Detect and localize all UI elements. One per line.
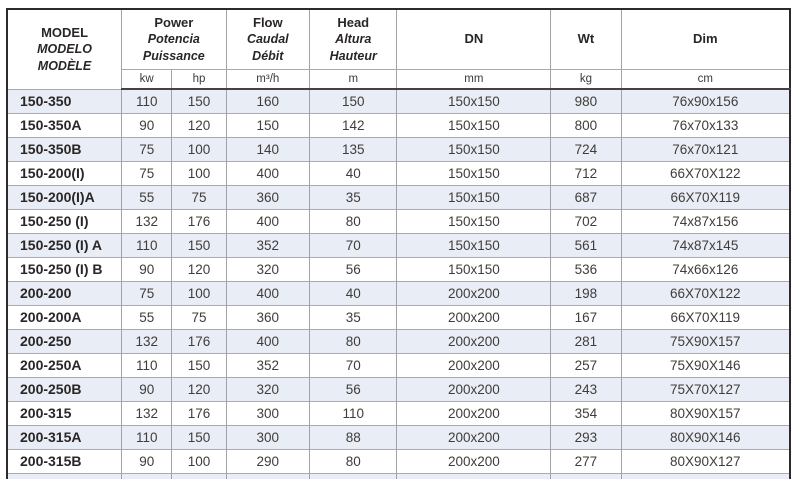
flow-cell: 300 [226, 401, 309, 425]
empty-cell [122, 473, 172, 479]
kw-cell: 90 [122, 449, 172, 473]
dn-cell: 150x150 [397, 161, 551, 185]
hp-cell: 176 [172, 209, 226, 233]
col-header-dn [397, 9, 551, 69]
col-header-flow [226, 9, 309, 69]
table-row [7, 353, 790, 377]
head-cell: 35 [310, 305, 397, 329]
dn-cell: 150x150 [397, 137, 551, 161]
dn-cell: 150x150 [397, 233, 551, 257]
dim-cell: 66X70X122 [621, 161, 790, 185]
head-cell: 56 [310, 257, 397, 281]
kw-cell: 110 [122, 233, 172, 257]
empty-cell [621, 473, 790, 479]
head-cell: 80 [310, 209, 397, 233]
table-row [7, 425, 790, 449]
empty-cell [397, 473, 551, 479]
hp-cell: 150 [172, 89, 226, 113]
head-cell: 135 [310, 137, 397, 161]
flow-cell: 300 [226, 425, 309, 449]
hp-cell: 120 [172, 113, 226, 137]
head-cell: 150 [310, 89, 397, 113]
dn-cell: 150x150 [397, 257, 551, 281]
model-cell: 200-200 [7, 281, 122, 305]
flow-cell: 140 [226, 137, 309, 161]
head-cell: 88 [310, 425, 397, 449]
col-header-wt [551, 9, 621, 69]
unit-head: m [310, 69, 397, 89]
wt-cell: 536 [551, 257, 621, 281]
head-cell: 40 [310, 281, 397, 305]
model-cell: 200-315B [7, 449, 122, 473]
kw-cell: 132 [122, 209, 172, 233]
table-row [7, 305, 790, 329]
hp-cell: 100 [172, 161, 226, 185]
flow-cell: 400 [226, 161, 309, 185]
dn-cell: 200x200 [397, 281, 551, 305]
empty-cell [551, 473, 621, 479]
power-header-fr: Puissance [142, 48, 205, 63]
model-cell: 150-200(I) [7, 161, 122, 185]
hp-cell: 75 [172, 305, 226, 329]
table-row [7, 377, 790, 401]
kw-cell: 75 [122, 281, 172, 305]
head-cell: 56 [310, 377, 397, 401]
hp-cell: 150 [172, 233, 226, 257]
table-row [7, 137, 790, 161]
head-cell: 80 [310, 329, 397, 353]
head-header-fr: Hauteur [329, 48, 377, 63]
kw-cell: 55 [122, 185, 172, 209]
table-row [7, 449, 790, 473]
wt-cell: 198 [551, 281, 621, 305]
flow-cell: 352 [226, 233, 309, 257]
head-cell: 80 [310, 449, 397, 473]
dim-cell: 76x90x156 [621, 89, 790, 113]
model-cell: 200-200A [7, 305, 122, 329]
empty-cell [310, 473, 397, 479]
dim-cell: 75X70X127 [621, 377, 790, 401]
hp-cell: 100 [172, 137, 226, 161]
wt-cell: 702 [551, 209, 621, 233]
hp-cell: 176 [172, 329, 226, 353]
dn-cell: 200x200 [397, 377, 551, 401]
head-cell: 70 [310, 233, 397, 257]
table-row [7, 89, 790, 113]
table-row [7, 257, 790, 281]
flow-cell: 320 [226, 257, 309, 281]
model-header-es: MODELO [37, 42, 92, 57]
dim-cell: 75X90X157 [621, 329, 790, 353]
dn-header-label: DN [464, 30, 484, 46]
head-cell: 110 [310, 401, 397, 425]
model-cell: 200-315 [7, 401, 122, 425]
wt-cell: 561 [551, 233, 621, 257]
wt-cell: 167 [551, 305, 621, 329]
flow-cell: 360 [226, 185, 309, 209]
kw-cell: 110 [122, 89, 172, 113]
flow-cell: 400 [226, 281, 309, 305]
flow-header-en: Flow [253, 14, 283, 30]
wt-cell: 712 [551, 161, 621, 185]
kw-cell: 75 [122, 137, 172, 161]
flow-cell: 400 [226, 329, 309, 353]
unit-flow: m³/h [226, 69, 309, 89]
model-cell: 150-200(I)A [7, 185, 122, 209]
flow-header-fr: Débit [252, 48, 284, 63]
dim-cell: 66X70X122 [621, 281, 790, 305]
model-cell: 200-250 [7, 329, 122, 353]
model-cell: 150-250 (I) B [7, 257, 122, 281]
dn-cell: 150x150 [397, 113, 551, 137]
kw-cell: 90 [122, 377, 172, 401]
kw-cell: 90 [122, 257, 172, 281]
table-row [7, 401, 790, 425]
col-header-head [310, 9, 397, 69]
wt-cell: 257 [551, 353, 621, 377]
hp-cell: 176 [172, 401, 226, 425]
wt-cell: 293 [551, 425, 621, 449]
flow-header-es: Caudal [246, 32, 289, 47]
dn-cell: 200x200 [397, 329, 551, 353]
empty-cell [172, 473, 226, 479]
dim-cell: 80X90X127 [621, 449, 790, 473]
head-cell: 70 [310, 353, 397, 377]
dn-cell: 200x200 [397, 425, 551, 449]
model-cell: 150-250 (I) [7, 209, 122, 233]
wt-cell: 354 [551, 401, 621, 425]
dim-cell: 66X70X119 [621, 185, 790, 209]
hp-cell: 150 [172, 425, 226, 449]
hp-cell: 150 [172, 353, 226, 377]
dn-cell: 150x150 [397, 89, 551, 113]
wt-cell: 277 [551, 449, 621, 473]
unit-wt: kg [551, 69, 621, 89]
flow-cell: 400 [226, 209, 309, 233]
wt-cell: 243 [551, 377, 621, 401]
model-cell: 150-250 (I) A [7, 233, 122, 257]
table-row-cutoff [7, 473, 790, 479]
wt-cell: 800 [551, 113, 621, 137]
head-cell: 35 [310, 185, 397, 209]
table-header [7, 9, 790, 89]
hp-cell: 100 [172, 449, 226, 473]
dim-cell: 74x66x126 [621, 257, 790, 281]
pump-spec-table [6, 8, 791, 479]
dim-cell: 74x87x156 [621, 209, 790, 233]
col-header-power [122, 9, 227, 69]
model-cell: 150-350 [7, 89, 122, 113]
kw-cell: 132 [122, 329, 172, 353]
kw-cell: 110 [122, 353, 172, 377]
hp-cell: 120 [172, 257, 226, 281]
head-cell: 40 [310, 161, 397, 185]
kw-cell: 90 [122, 113, 172, 137]
flow-cell: 290 [226, 449, 309, 473]
table-row [7, 233, 790, 257]
dim-header-label: Dim [693, 30, 718, 46]
dim-cell: 80X90X157 [621, 401, 790, 425]
table-row [7, 281, 790, 305]
head-cell: 142 [310, 113, 397, 137]
unit-dn: mm [397, 69, 551, 89]
model-cell: 200-315A [7, 425, 122, 449]
dim-cell: 75X90X146 [621, 353, 790, 377]
dim-cell: 76x70x121 [621, 137, 790, 161]
model-cell: 200-250B [7, 377, 122, 401]
hp-cell: 100 [172, 281, 226, 305]
dn-cell: 200x200 [397, 449, 551, 473]
empty-cell [226, 473, 309, 479]
col-header-dim [621, 9, 790, 69]
flow-cell: 352 [226, 353, 309, 377]
dim-cell: 74x87x145 [621, 233, 790, 257]
table-row [7, 113, 790, 137]
table-row [7, 329, 790, 353]
power-header-es: Potencia [147, 32, 200, 47]
dim-cell: 80X90X146 [621, 425, 790, 449]
table-row [7, 209, 790, 233]
flow-cell: 320 [226, 377, 309, 401]
head-header-en: Head [337, 14, 370, 30]
unit-kw: kw [122, 69, 172, 89]
model-header-fr: MODÈLE [37, 58, 92, 73]
unit-dim: cm [621, 69, 790, 89]
table-body [7, 89, 790, 479]
dim-cell: 66X70X119 [621, 305, 790, 329]
dn-cell: 200x200 [397, 305, 551, 329]
empty-cell [7, 473, 122, 479]
hp-cell: 75 [172, 185, 226, 209]
col-header-model [7, 9, 122, 89]
dim-cell: 76x70x133 [621, 113, 790, 137]
wt-cell: 980 [551, 89, 621, 113]
wt-cell: 724 [551, 137, 621, 161]
wt-cell: 687 [551, 185, 621, 209]
model-header-en: MODEL [41, 24, 89, 40]
dn-cell: 150x150 [397, 209, 551, 233]
power-header-en: Power [154, 14, 194, 30]
flow-cell: 160 [226, 89, 309, 113]
model-cell: 200-250A [7, 353, 122, 377]
kw-cell: 55 [122, 305, 172, 329]
kw-cell: 132 [122, 401, 172, 425]
dn-cell: 200x200 [397, 401, 551, 425]
flow-cell: 360 [226, 305, 309, 329]
kw-cell: 110 [122, 425, 172, 449]
kw-cell: 75 [122, 161, 172, 185]
table-row [7, 161, 790, 185]
wt-cell: 281 [551, 329, 621, 353]
flow-cell: 150 [226, 113, 309, 137]
unit-hp: hp [172, 69, 226, 89]
model-cell: 150-350B [7, 137, 122, 161]
head-header-es: Altura [335, 32, 372, 47]
wt-header-label: Wt [577, 30, 595, 46]
model-cell: 150-350A [7, 113, 122, 137]
hp-cell: 120 [172, 377, 226, 401]
table-row [7, 185, 790, 209]
dn-cell: 150x150 [397, 185, 551, 209]
dn-cell: 200x200 [397, 353, 551, 377]
